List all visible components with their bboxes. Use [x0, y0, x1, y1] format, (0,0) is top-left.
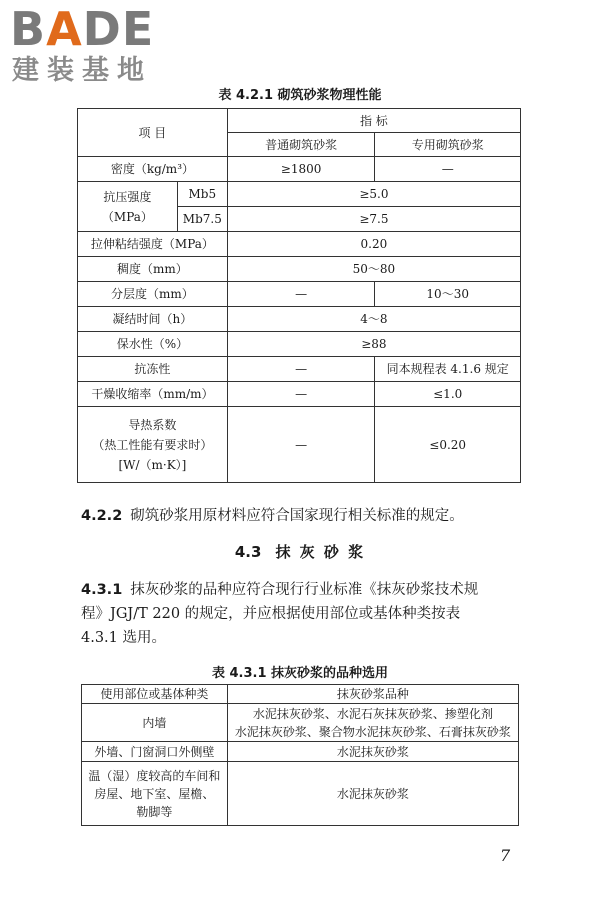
row-label [78, 407, 228, 483]
logo-wordmark: BADE [10, 2, 155, 56]
header-location: 使用部位或基体种类 [82, 685, 228, 704]
grade-label: Mb7.5 [177, 207, 227, 232]
cell: — [227, 282, 375, 307]
row-label: 稠度（mm） [78, 257, 228, 282]
row-label: 保水性（%） [78, 332, 228, 357]
cell: 4～8 [227, 307, 520, 332]
cell: — [227, 357, 375, 382]
clause-number: 4.2.2 [81, 508, 123, 524]
clause-4-3-1 [81, 578, 521, 650]
cell-line: 水泥抹灰砂浆、水泥石灰抹灰砂浆、掺塑化剂 [252, 706, 493, 721]
clause-text: 抹灰砂浆的品种应符合现行行业标准《抹灰砂浆技术规 [130, 582, 479, 598]
cell: 水泥抹灰砂浆 [227, 742, 518, 762]
row-label: 外墙、门窗洞口外侧壁 [82, 742, 228, 762]
cell: — [375, 157, 521, 182]
cell: ≥5.0 [227, 182, 520, 207]
cell: ≥7.5 [227, 207, 520, 232]
grade-label: Mb5 [177, 182, 227, 207]
mortar-properties-table [77, 108, 521, 483]
cell: — [227, 407, 375, 483]
cell: ≥1800 [227, 157, 375, 182]
header-special-mortar: 专用砌筑砂浆 [375, 133, 521, 157]
label-line: 房屋、地下室、屋檐、 [94, 786, 215, 801]
header-index: 指 标 [227, 109, 520, 133]
label-line: 导热系数 [128, 417, 177, 432]
cell: 0.20 [227, 232, 520, 257]
plaster-mortar-selection-table [81, 684, 519, 826]
row-label: 抗压强度（MPa） [78, 182, 178, 232]
row-label: 内墙 [82, 704, 228, 742]
cell: 水泥抹灰砂浆 [227, 762, 518, 826]
cell: ≤0.20 [375, 407, 521, 483]
cell: ≥88 [227, 332, 520, 357]
row-label: 分层度（mm） [78, 282, 228, 307]
row-label: 拉伸粘结强度（MPa） [78, 232, 228, 257]
logo-subtitle: 建装基地 [12, 55, 152, 86]
table1-caption: 表 4.2.1 砌筑砂浆物理性能 [218, 88, 382, 103]
clause-line [81, 578, 521, 602]
clause-number: 4.3.1 [81, 582, 123, 598]
row-label: 干燥收缩率（mm/m） [78, 382, 228, 407]
label-line: [W/（m·K）] [118, 457, 187, 472]
cell: 50～80 [227, 257, 520, 282]
row-label: 抗冻性 [78, 357, 228, 382]
row-label: 凝结时间（h） [78, 307, 228, 332]
label-line: 温（湿）度较高的车间和 [88, 768, 221, 783]
header-item: 项 目 [78, 109, 228, 157]
cell-line: 水泥抹灰砂浆、聚合物水泥抹灰砂浆、石膏抹灰砂浆 [234, 724, 511, 739]
cell: — [227, 382, 375, 407]
section-title: 抹 灰 砂 浆 [275, 543, 366, 561]
label-line: 勒脚等 [136, 804, 173, 819]
clause-line: 程》JGJ/T 220 的规定，并应根据使用部位或基体种类按表 [81, 606, 461, 622]
section-heading [0, 541, 600, 562]
cell: 同本规程表 4.1.6 规定 [375, 357, 521, 382]
logo [10, 4, 180, 88]
header-ordinary-mortar: 普通砌筑砂浆 [227, 133, 375, 157]
cell: ≤1.0 [375, 382, 521, 407]
label-line: （热工性能有要求时） [92, 437, 213, 452]
clause-4-2-2 [81, 504, 521, 528]
section-number: 4.3 [234, 543, 262, 561]
clause-line: 4.3.1 选用。 [81, 630, 167, 646]
row-label: 密度（kg/m³） [78, 157, 228, 182]
page-number: 7 [500, 846, 511, 865]
row-label [82, 762, 228, 826]
table2-caption: 表 4.3.1 抹灰砂浆的品种选用 [211, 666, 389, 681]
cell: 10～30 [375, 282, 521, 307]
cell [227, 704, 518, 742]
clause-text: 砌筑砂浆用原材料应符合国家现行相关标准的规定。 [130, 508, 464, 524]
header-mortar-type: 抹灰砂浆品种 [227, 685, 518, 704]
